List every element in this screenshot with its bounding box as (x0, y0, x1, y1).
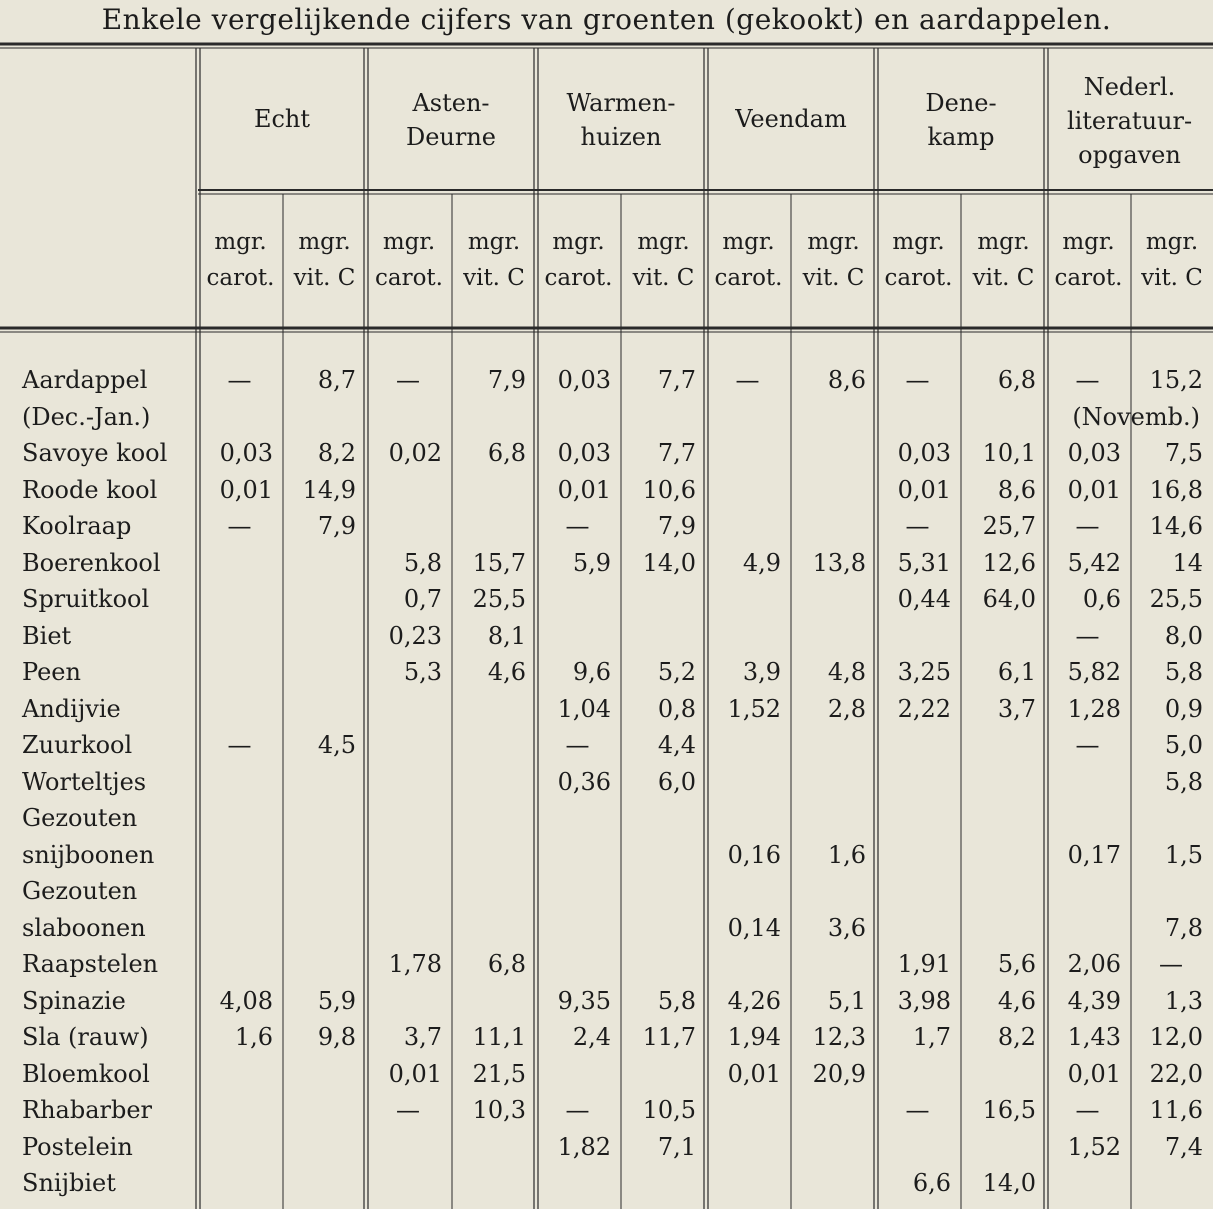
vitamin-c-subheader: vit. C (463, 265, 525, 291)
value-cell: 0,03 (1067, 439, 1121, 467)
value-cell: 2,4 (572, 1023, 611, 1051)
value-cell: 3,98 (897, 986, 951, 1015)
location-header: opgaven (1078, 141, 1181, 169)
location-header: Echt (253, 105, 311, 133)
value-cell: 1,04 (557, 694, 611, 723)
value-cell: — (905, 512, 930, 540)
value-cell: 12,3 (812, 1023, 866, 1051)
carotene-subheader: mgr. (722, 229, 775, 255)
vitamin-c-subheader: vit. C (802, 265, 865, 291)
value-cell: 1,28 (1067, 694, 1121, 723)
value-cell: 1,43 (1067, 1023, 1121, 1051)
value-cell: 7,9 (317, 512, 356, 540)
row-label: Gezouten (22, 877, 138, 905)
value-cell: 8,0 (1164, 621, 1203, 650)
location-header: Warmen- (566, 89, 676, 117)
row-label: Koolraap (22, 512, 132, 540)
value-cell: 25,7 (982, 512, 1036, 540)
row-label: Spinazie (22, 986, 126, 1015)
value-cell: 12,0 (1149, 1023, 1203, 1051)
value-cell: 25,5 (1149, 585, 1203, 613)
value-cell: 9,6 (572, 658, 611, 686)
value-cell: 0,01 (727, 1059, 781, 1088)
carotene-subheader: mgr. (552, 229, 605, 255)
location-header: Veendam (735, 105, 847, 133)
carotene-subheader: carot. (375, 265, 443, 291)
carotene-subheader: carot. (544, 265, 613, 291)
location-header: Asten- (412, 89, 490, 117)
value-cell: 10,5 (642, 1096, 696, 1124)
value-cell: 7,4 (1164, 1132, 1203, 1161)
value-cell: 14,0 (642, 548, 696, 577)
value-cell: 1,52 (727, 694, 781, 723)
value-cell: 5,8 (1164, 767, 1203, 796)
value-cell: 5,8 (657, 986, 696, 1015)
value-cell: 8,2 (997, 1023, 1036, 1051)
vitamin-c-subheader: vit. C (1141, 265, 1203, 291)
location-header: Dene- (925, 89, 997, 117)
value-cell: 5,2 (657, 658, 696, 686)
value-cell: 0,03 (557, 439, 611, 467)
value-cell: 0,01 (897, 475, 951, 504)
value-cell: 1,5 (1164, 840, 1203, 869)
value-cell: 6,8 (487, 950, 526, 978)
carotene-subheader: mgr. (382, 229, 436, 255)
row-label: Boerenkool (22, 548, 161, 577)
value-cell: 6,8 (487, 439, 526, 467)
location-header: kamp (927, 123, 995, 151)
value-cell: 8,6 (827, 366, 866, 394)
row-label: Snijbiet (22, 1169, 116, 1197)
row-label: Worteltjes (22, 767, 147, 796)
row-label: Andijvie (22, 694, 121, 723)
value-cell: — (1075, 621, 1100, 650)
value-cell: 0,01 (1067, 1059, 1121, 1088)
value-cell: 1,82 (557, 1132, 611, 1161)
value-cell: 1,6 (234, 1023, 273, 1051)
value-cell: — (227, 731, 252, 759)
value-cell: 6,0 (657, 767, 696, 796)
value-cell: 1,78 (388, 950, 442, 978)
row-label: Peen (22, 658, 81, 686)
value-cell: — (227, 512, 252, 540)
value-cell: 4,6 (487, 658, 526, 686)
value-cell: 5,31 (897, 548, 951, 577)
vitamin-c-subheader: mgr. (807, 229, 860, 255)
value-cell: — (905, 366, 930, 394)
location-header: Nederl. (1083, 73, 1176, 101)
value-cell: 4,4 (657, 731, 696, 759)
value-cell: 4,6 (997, 986, 1036, 1015)
carotene-subheader: carot. (884, 265, 953, 291)
value-cell: 5,6 (997, 950, 1036, 978)
location-header: huizen (580, 123, 662, 151)
row-label: Spruitkool (22, 585, 150, 613)
value-cell: 4,8 (827, 658, 866, 686)
vitamin-c-subheader: vit. C (972, 265, 1035, 291)
value-cell: 1,3 (1164, 986, 1203, 1015)
location-header: Deurne (405, 123, 497, 151)
row-label: slaboonen (22, 913, 146, 942)
value-cell: — (565, 731, 590, 759)
value-cell: 0,36 (557, 767, 611, 796)
carotene-subheader: carot. (206, 265, 275, 291)
value-cell: 5,1 (827, 986, 866, 1015)
value-cell: — (1075, 366, 1100, 394)
value-cell: 0,23 (388, 621, 442, 650)
value-cell: 3,9 (742, 658, 781, 686)
value-cell: 7,1 (657, 1132, 696, 1161)
vitamin-c-subheader: mgr. (298, 229, 351, 255)
row-label: Gezouten (22, 804, 138, 832)
value-cell: 5,8 (1164, 658, 1203, 686)
value-cell: 0,9 (1164, 694, 1203, 723)
carotene-subheader: carot. (714, 265, 783, 291)
value-cell: 0,6 (1082, 585, 1121, 613)
value-cell: 22,0 (1149, 1059, 1203, 1088)
value-cell: 2,06 (1067, 950, 1121, 978)
value-cell: — (396, 1096, 420, 1124)
value-cell: 6,1 (997, 658, 1036, 686)
value-cell: 12,6 (982, 548, 1036, 577)
value-cell: 3,25 (897, 658, 951, 686)
value-cell: 1,6 (827, 840, 866, 869)
value-cell: 5,9 (317, 986, 356, 1015)
value-cell: 0,01 (219, 475, 273, 504)
vitamin-c-subheader: mgr. (1145, 229, 1199, 255)
vitamin-c-subheader: mgr. (977, 229, 1030, 255)
value-cell: 64,0 (982, 585, 1036, 613)
row-label: Sla (rauw) (22, 1023, 149, 1051)
value-cell: 6,8 (997, 366, 1036, 394)
row-label: Biet (22, 621, 72, 650)
value-cell: 5,9 (572, 548, 611, 577)
value-cell: — (565, 512, 590, 540)
value-cell: 0,01 (557, 475, 611, 504)
value-cell: 14,6 (1149, 512, 1203, 540)
value-cell: 0,7 (403, 585, 442, 613)
value-cell: — (1075, 731, 1100, 759)
value-cell: — (1075, 1096, 1100, 1124)
row-label: Rhabarber (22, 1096, 153, 1124)
row-label: Postelein (22, 1132, 133, 1161)
value-cell: 10,3 (472, 1096, 526, 1124)
value-cell: 8,2 (317, 439, 356, 467)
value-cell: 0,44 (897, 585, 951, 613)
value-cell: 3,7 (403, 1023, 442, 1051)
note-cell: (Novemb.) (1072, 402, 1200, 431)
value-cell: — (227, 366, 252, 394)
value-cell: 8,7 (317, 366, 356, 394)
value-cell: 9,35 (557, 986, 611, 1015)
value-cell: 0,02 (388, 439, 442, 467)
value-cell: 4,08 (219, 986, 273, 1015)
value-cell: 16,8 (1149, 475, 1203, 504)
value-cell: 0,8 (657, 694, 696, 723)
value-cell: 0,16 (727, 840, 781, 869)
value-cell: 15,7 (472, 548, 526, 577)
carotene-subheader: mgr. (214, 229, 267, 255)
value-cell: 3,7 (997, 694, 1036, 723)
value-cell: 0,17 (1067, 840, 1121, 869)
value-cell: 7,9 (487, 366, 526, 394)
value-cell: 0,01 (388, 1059, 442, 1088)
value-cell: 1,7 (912, 1023, 951, 1051)
value-cell: 0,03 (219, 439, 273, 467)
value-cell: 7,7 (657, 439, 696, 467)
value-cell: 11,6 (1149, 1096, 1203, 1124)
value-cell: — (735, 366, 760, 394)
carotene-subheader: mgr. (892, 229, 945, 255)
value-cell: 3,6 (827, 913, 866, 942)
vitamin-c-subheader: vit. C (632, 265, 695, 291)
value-cell: 4,39 (1067, 986, 1121, 1015)
location-header: literatuur- (1066, 107, 1193, 135)
value-cell: 1,52 (1067, 1132, 1121, 1161)
value-cell: 0,03 (557, 366, 611, 394)
row-label: Zuurkool (22, 731, 133, 759)
value-cell: 0,01 (1067, 475, 1121, 504)
row-label: Aardappel (22, 366, 148, 394)
value-cell: 4,5 (317, 731, 356, 759)
value-cell: 5,3 (403, 658, 442, 686)
value-cell: 5,42 (1067, 548, 1121, 577)
value-cell: 5,0 (1164, 731, 1203, 759)
vitamin-c-subheader: mgr. (467, 229, 521, 255)
value-cell: — (565, 1096, 590, 1124)
value-cell: 0,14 (727, 913, 781, 942)
value-cell: 21,5 (472, 1059, 526, 1088)
value-cell: — (1159, 950, 1183, 978)
value-cell: 6,6 (912, 1169, 951, 1197)
value-cell: 7,8 (1164, 913, 1203, 942)
row-label: Roode kool (22, 475, 158, 504)
value-cell: 4,26 (727, 986, 781, 1015)
value-cell: 8,1 (487, 621, 526, 650)
value-cell: 4,9 (742, 548, 781, 577)
row-label: Bloemkool (22, 1059, 150, 1088)
value-cell: 0,03 (897, 439, 951, 467)
value-cell: 7,9 (657, 512, 696, 540)
value-cell: — (396, 366, 420, 394)
value-cell: 16,5 (982, 1096, 1036, 1124)
value-cell: 5,8 (403, 548, 442, 577)
carotene-subheader: mgr. (1062, 229, 1115, 255)
value-cell: 20,9 (812, 1059, 866, 1088)
vitamin-c-subheader: vit. C (293, 265, 356, 291)
value-cell: 15,2 (1149, 366, 1203, 394)
value-cell: 13,8 (812, 548, 866, 577)
page-title: Enkele vergelijkende cijfers van groenten (gekookt) en aardappelen. (101, 3, 1112, 36)
value-cell: 7,7 (657, 366, 696, 394)
value-cell: 11,7 (642, 1023, 696, 1051)
value-cell: 9,8 (317, 1023, 356, 1051)
value-cell: 2,22 (897, 694, 951, 723)
value-cell: — (905, 1096, 930, 1124)
value-cell: 7,5 (1164, 439, 1203, 467)
row-label: Raapstelen (22, 950, 159, 978)
value-cell: 5,82 (1067, 658, 1121, 686)
value-cell: 14 (1172, 548, 1203, 577)
row-label: snijboonen (22, 840, 155, 869)
vitamin-c-subheader: mgr. (637, 229, 690, 255)
value-cell: 10,6 (642, 475, 696, 504)
row-label: Savoye kool (22, 439, 168, 467)
value-cell: 11,1 (472, 1023, 526, 1051)
value-cell: 14,9 (302, 475, 356, 504)
carotene-subheader: carot. (1054, 265, 1123, 291)
value-cell: 14,0 (982, 1169, 1036, 1197)
value-cell: 8,6 (997, 475, 1036, 504)
row-label: (Dec.-Jan.) (22, 402, 151, 431)
value-cell: 25,5 (472, 585, 526, 613)
value-cell: — (1075, 512, 1100, 540)
value-cell: 1,94 (727, 1023, 781, 1051)
value-cell: 10,1 (982, 439, 1036, 467)
value-cell: 1,91 (897, 950, 951, 978)
value-cell: 2,8 (827, 694, 866, 723)
